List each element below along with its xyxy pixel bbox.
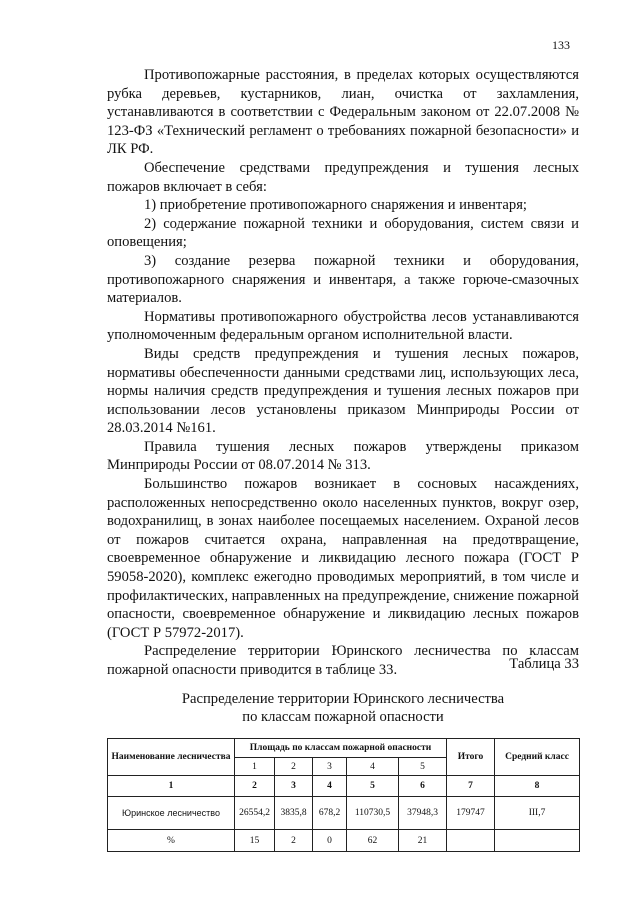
column-index: 7 [447,776,495,797]
class-number: 5 [399,758,447,776]
table-title [107,690,579,726]
paragraph: Распределение территории Юринского лесничества по классам пожарной опасности приводится в таблице 33. [107,643,579,678]
column-index: 5 [347,776,399,797]
class-number: 3 [313,758,347,776]
paragraph: Правила тушения лесных пожаров утверждены приказом Минприроды России от 08.07.2014 № 313. [107,438,579,474]
table-cell [495,830,580,852]
paragraph: Нормативы противопожарного обустройства лесов устанавливаются уполномоченным федеральным органом исполнительной власти. [107,308,579,344]
table-cell: 179747 [447,797,495,830]
table-cell: 15 [235,830,275,852]
column-index-row [108,776,580,797]
table-cell [447,830,495,852]
header-avg-class: Средний класс [495,739,580,776]
table-title-line: Распределение территории Юринского лесничества [181,691,505,707]
forestry-name: Юринское лесничество [108,797,235,830]
fire-class-table [107,738,580,852]
column-index: 3 [275,776,313,797]
column-index: 2 [235,776,275,797]
header-area: Площадь по классам пожарной опасности [235,739,447,758]
table-cell: 3835,8 [275,797,313,830]
class-number: 1 [235,758,275,776]
column-index: 4 [313,776,347,797]
paragraph: Большинство пожаров возникает в сосновых насаждениях, расположенных непосредственно около населенных пунктов, вокруг озер, водохранилищ, в зонах наиболее посещаемых населением. Охраной лесов от пожаров считается охрана, направленная на предотвращение, своевременное обнаружение и ликвидацию лесного пожара (ГОСТ Р 59058-2020), комплекс ежегодно проводимых мероприятий, в том числе и профилактических, направленных на предупреждение, снижение пожарной опасности, своевременное обнаружение и ликвидацию лесных пожаров (ГОСТ Р 57972-2017). [107,476,579,641]
paragraph: 1) приобретение противопожарного снаряжения и инвентаря; [144,197,527,214]
column-index: 6 [399,776,447,797]
paragraph: Виды средств предупреждения и тушения лесных пожаров, нормативы обеспеченности данными средствами лиц, использующих леса, нормы наличия средств предупреждения и тушения лесных пожаров при использовании лесов установлены приказом Минприроды России от 28.03.2014 №161. [107,345,579,437]
table-cell: 0 [313,830,347,852]
table-cell: 110730,5 [347,797,399,830]
body-text [107,66,579,680]
table-header-row [108,739,580,758]
paragraph: Обеспечение средствами предупреждения и тушения лесных пожаров включает в себя: [107,159,579,195]
header-name: Наименование лесничества [108,739,235,776]
header-total: Итого [447,739,495,776]
class-number: 2 [275,758,313,776]
table-cell: 21 [399,830,447,852]
paragraph: 3) создание резерва пожарной техники и оборудования, противопожарного снаряжения и инвентаря, а также горюче-смазочных материалов. [107,252,579,307]
paragraph: 2) содержание пожарной техники и оборудования, систем связи и оповещения; [107,215,579,251]
table-cell: III,7 [495,797,580,830]
table-caption: Таблица 33 [509,656,579,672]
class-number: 4 [347,758,399,776]
table-cell: 678,2 [313,797,347,830]
table-cell: 2 [275,830,313,852]
paragraph: Противопожарные расстояния, в пределах которых осуществляются рубка деревьев, кустарников, лиан, очистка от захламления, устанавливаются в соответствии с Федеральным законом от 22.07.2008 № 123-ФЗ «Технический регламент о требованиях пожарной безопасности» и ЛК РФ. [107,67,579,158]
column-index: 8 [495,776,580,797]
table-cell: 26554,2 [235,797,275,830]
table-row [108,797,580,830]
column-index: 1 [108,776,235,797]
table-title-line: по классам пожарной опасности [242,709,444,725]
table-cell: % [108,830,235,852]
table-cell: 62 [347,830,399,852]
table-row [108,830,580,852]
page-number: 133 [552,38,570,52]
table-cell: 37948,3 [399,797,447,830]
